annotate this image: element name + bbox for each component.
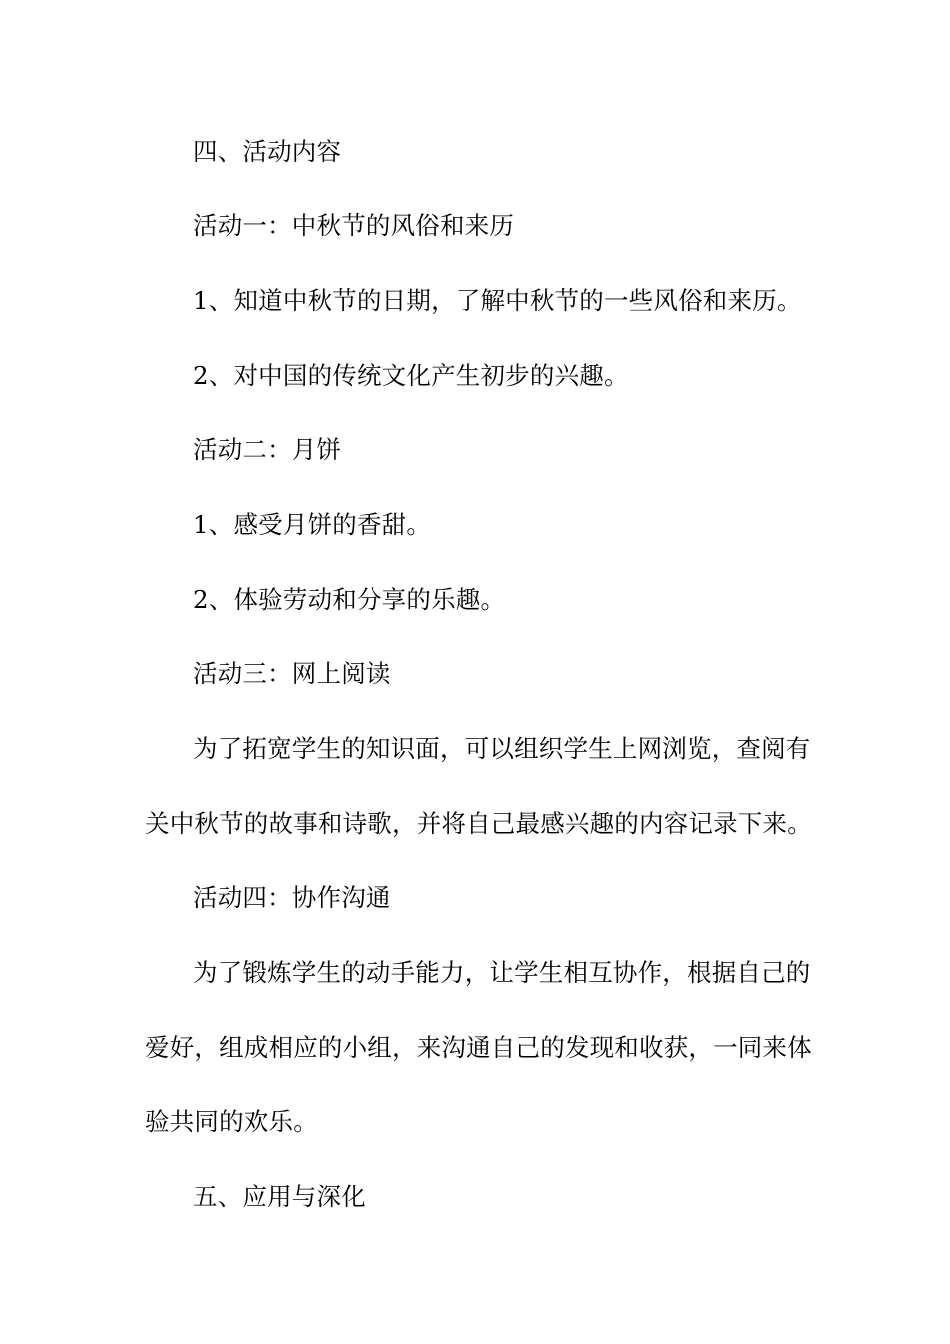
activity1-item-1: 1、知道中秋节的日期，了解中秋节的一些风俗和来历。 xyxy=(193,286,802,315)
activity1-item-2: 2、对中国的传统文化产生初步的兴趣。 xyxy=(193,361,629,390)
activity2-item-2: 2、体验劳动和分享的乐趣。 xyxy=(193,585,506,614)
section-heading-activities: 四、活动内容 xyxy=(193,137,342,166)
activity3-title: 活动三：网上阅读 xyxy=(193,659,391,688)
activity3-paragraph-line-2: 关中秋节的故事和诗歌，并将自己最感兴趣的内容记录下来。 xyxy=(145,809,812,838)
activity2-item-1: 1、感受月饼的香甜。 xyxy=(193,510,432,539)
section-heading-application: 五、应用与深化 xyxy=(193,1182,366,1211)
activity1-title: 活动一：中秋节的风俗和来历 xyxy=(193,211,515,240)
activity4-paragraph-line-3: 验共同的欢乐。 xyxy=(145,1107,318,1136)
activity4-paragraph-line-2: 爱好，组成相应的小组，来沟通自己的发现和收获，一同来体 xyxy=(145,1033,812,1062)
activity2-title: 活动二：月饼 xyxy=(193,435,342,464)
activity4-paragraph-line-1: 为了锻炼学生的动手能力，让学生相互协作，根据自己的 xyxy=(193,958,811,987)
activity4-title: 活动四：协作沟通 xyxy=(193,883,391,912)
activity3-paragraph-line-1: 为了拓宽学生的知识面，可以组织学生上网浏览，查阅有 xyxy=(193,734,811,763)
